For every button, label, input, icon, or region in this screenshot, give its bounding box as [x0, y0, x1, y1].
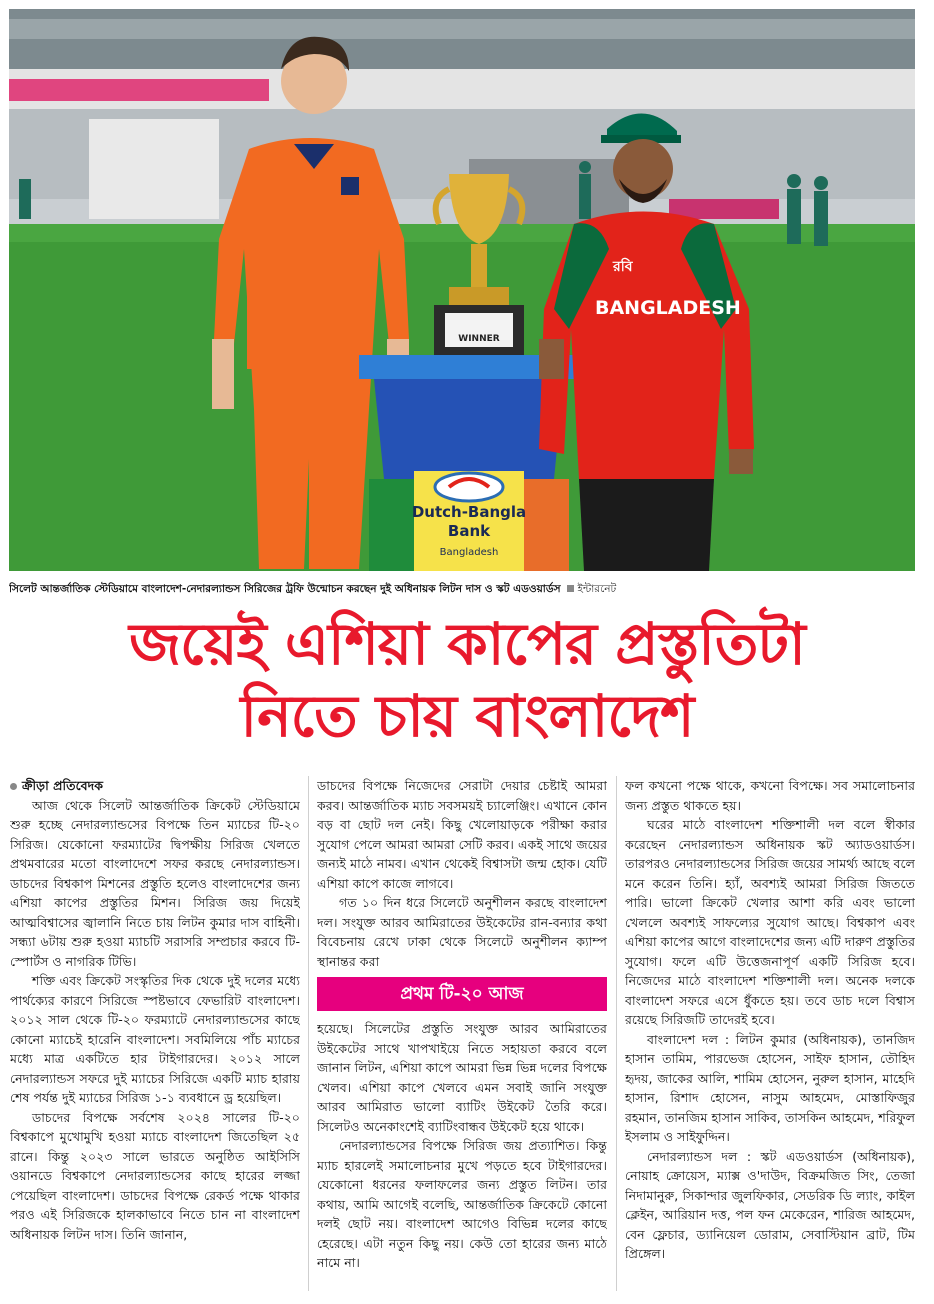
jersey-country-text: BANGLADESH [595, 297, 741, 319]
ad-board [9, 79, 269, 101]
article-column-3 [625, 776, 915, 1296]
caption-text: সিলেট আন্তর্জাতিক স্টেডিয়ামে বাংলাদেশ-নেদারল্যান্ডস সিরিজের ট্রফি উন্মোচন করছেন দুই অধিনায়ক লিটন দাস ও স্কট এডওয়ার্ডস [9, 583, 561, 595]
bullet-icon [10, 783, 17, 790]
column-divider [308, 776, 309, 1291]
headline [20, 608, 914, 752]
paragraph: আজ থেকে সিলেট আন্তর্জাতিক ক্রিকেট স্টেডিয়ামে শুরু হচ্ছে নেদারল্যান্ডসের বিপক্ষে তিন ম্যাচের টি-২০ সিরিজ। যেকোনো ফরম্যাটের দ্বিপক্ষীয় সিরিজ খেলতে প্রথমবারের মতো বাংলাদেশে সফর করছে নেদারল্যান্ডস। ডাচদের বিশ্বকাপ মিশনের প্রস্তুতি হলেও বাংলাদেশের জন্য এশিয়া কাপের প্রস্তুতির মিশন। সিরিজ জয় দিয়েই আত্মবিশ্বাসের জ্বালানি নিতে চায় লিটন কুমার দাস বাহিনী। সন্ধ্যা ৬টায় শুরু হওয়া ম্যাচটি সরাসরি সম্প্রচার করবে টি-স্পোর্টস ও নাগরিক টিভি। [10, 797, 300, 969]
paragraph: নেদারল্যান্ডস দল : স্কট এডওয়ার্ডস (অধিনায়ক), নোয়াহ ক্রোয়েস, ম্যাক্স ও'দাউদ, বিক্রমজিত সিং, তেজা নিদামানুরু, সিকান্দার জুলফিকার, সেডরিক ডি ল্যাং, কাইল ক্লেইন, আরিয়ান দত্ত, পল ফন মেকেরেন, শারিজ আহমেদ, বেন ফ্লেচার, ড্যানিয়েল ডোরাম, সেবাস্টিয়ান ব্রাট, টিম প্রিঙ্গেল। [625, 1148, 915, 1261]
news-photo [9, 9, 915, 571]
photo-caption [9, 579, 915, 599]
jersey-sponsor-text: রবি [613, 259, 633, 275]
headline-line-1: জয়েই এশিয়া কাপের প্রস্তুতিটা [129, 610, 805, 678]
photo-credit: ইন্টারনেট [577, 583, 617, 595]
byline-text: ক্রীড়া প্রতিবেদক [22, 778, 104, 793]
sponsor-name-line1: Dutch-Bangla [411, 503, 527, 521]
caption-separator-icon [567, 585, 574, 592]
article-column-2 [317, 776, 607, 1296]
paragraph: ঘরের মাঠে বাংলাদেশ শক্তিশালী দল বলে স্বীকার করেছেন নেদারল্যান্ডস অধিনায়ক স্কট অ্যাডওয়ার্ডস। তারপরও নেদারল্যান্ডসের সিরিজ জয়ের সামর্থ্য আছে বলে মনে করেন তিনি। হ্যাঁ, অবশ্যই আমরা সিরিজ জিততে পারি। ভালো ক্রিকেট খেলার আশা করি এবং ভালো খেললে অবশ্যই সাফল্যের সুযোগ আছে। বিশ্বকাপ এবং এশিয়া কাপের আগে বাংলাদেশের জন্য এটি দারুণ প্রস্তুতির সুযোগ। ফলে এটি উত্তেজনাপূর্ণ একটি সিরিজ হবে। নিজেদের মাঠে বাংলাদেশ শক্তিশালী দল। অনেক দলকে বাংলাদেশ সফরে এসে ধুঁকতে হয়। তবে ডাচ দলে বিশ্বাস রয়েছে সিরিজটি তাদেরই হবে। [625, 817, 915, 1027]
column-divider [616, 776, 617, 1291]
sponsor-name-line2: Bank [447, 522, 491, 540]
subheading-banner: প্রথম টি-২০ আজ [317, 977, 607, 1011]
paragraph: ফল কখনো পক্ষে থাকে, কখনো বিপক্ষে। সব সমালোচনার জন্য প্রস্তুত থাকতে হয়। [625, 778, 915, 813]
sponsor-name-line3: Bangladesh [439, 547, 499, 558]
paragraph: ডাচদের বিপক্ষে সর্বশেষ ২০২৪ সালের টি-২০ বিশ্বকাপে মুখোমুখি হওয়া ম্যাচে বাংলাদেশ জিতেছিল ২৫ রানে। কিন্তু ২০২৩ সালে ভারতে অনুষ্ঠিত আইসিসি ওয়ানডে বিশ্বকাপে নেদারল্যান্ডসের কাছে হারের লজ্জা পেয়েছিল বাংলাদেশ। ডাচদের বিপক্ষে রেকর্ড পক্ষে থাকার পরও এই সিরিজকে হালকাভাবে নিতে চান না বাংলাদেশ অধিনায়ক লিটন দাস। তিনি জানান, [10, 1109, 300, 1242]
trophy-plate-text: WINNER [458, 334, 500, 344]
paragraph: হয়েছে। সিলেটের প্রস্তুতি সংযুক্ত আরব আমিরাতের উইকেটের সাথে খাপখাইয়ে নিতে সহায়তা করবে বলে জানান লিটন, এশিয়া কাপে আমরা ভিন্ন ভিন্ন দলের বিপক্ষে খেলব। এশিয়া কাপে খেলবে এমন সবাই জানি সংযুক্ত আরব আমিরাত ভালো ব্যাটিং উইকেট তৈরি করে। সিলেটও অনেকাংশেই ব্যাটিংবান্ধব উইকেট হয়ে থাকে। [317, 1021, 607, 1134]
trophy-unveiling-illustration [9, 9, 915, 571]
paragraph: গত ১০ দিন ধরে সিলেটে অনুশীলন করছে বাংলাদেশ দল। সংযুক্ত আরব আমিরাতের উইকেটের রান-বন্যার কথা বিবেচনায় রেখে ঢাকা থেকে সিলেটে অনুশীলন ক্যাম্প স্থানান্তর করা [317, 895, 607, 969]
headline-line-2: নিতে চায় বাংলাদেশ [240, 682, 694, 750]
paragraph: বাংলাদেশ দল : লিটন কুমার (অধিনায়ক), তানজিদ হাসান তামিম, পারভেজ হোসেন, সাইফ হাসান, তৌহিদ হৃদয়, জাকের আলি, শামিম হোসেন, নুরুল হাসান, মাহেদি হাসান, রিশাদ হোসেন, নাসুম আহমেদ, মোস্তাফিজুর রহমান, তানজিম হাসান সাকিব, তাসকিন আহমেদ, শরিফুল ইসলাম ও সাইফুদ্দিন। [625, 1031, 915, 1144]
paragraph: শক্তি এবং ক্রিকেট সংস্কৃতির দিক থেকে দুই দলের মধ্যে পার্থক্যের কারণে সিরিজে স্পষ্টভাবে ফেভারিট বাংলাদেশ। ২০১২ সাল থেকে টি-২০ ফরম্যাটে নেদারল্যান্ডসের কাছে কোনো ম্যাচেই হারেনি বাংলাদেশ। সবমিলিয়ে পাঁচ ম্যাচের মধ্যে মাত্র একটিতে হার টাইগারদের। ২০১২ সালে নেদারল্যান্ডস সফরে দুই ম্যাচের সিরিজে একটি ম্যাচ হারায় শেষ পর্যন্ত দুই ম্যাচের সিরিজ ১-১ ব্যবধানে ড্র হয়েছিল। [10, 973, 300, 1105]
paragraph: নেদারল্যান্ডসের বিপক্ষে সিরিজ জয় প্রত্যাশিত। কিন্তু ম্যাচ হারলেই সমালোচনার মুখে পড়তে হবে টাইগারদের। যেকোনো ধরনের ফলাফলের জন্য প্রস্তুত লিটন। তার কথায়, আমি আগেই বলেছি, আন্তর্জাতিক ক্রিকেটে কোনো দলই ছোট নয়। বাংলাদেশ আগেও বিভিন্ন দলের কাছে হেরেছে। এটা নতুন কিছু নয়। কেউ তো হারের জন্য মাঠে নামে না। [317, 1138, 607, 1270]
article-column-1 [10, 776, 300, 1296]
byline [10, 776, 300, 796]
paragraph: ডাচদের বিপক্ষে নিজেদের সেরাটা দেয়ার চেষ্টাই আমরা করব। আন্তর্জাতিক ম্যাচ সবসময়ই চ্যালেঞ্জিং। এখানে কোন বড় বা ছোট দল নেই। কিছু খেলোয়াড়কে পরীক্ষা করার সুযোগ পেলে আমরা আমরা সেটি করব। একই সাথে জয়ের জন্যই মাঠে নামব। এখান থেকেই বিশ্বাসটা জন্ম হোক। যেটি এশিয়া কাপে কাজে লাগবে। [317, 778, 607, 891]
